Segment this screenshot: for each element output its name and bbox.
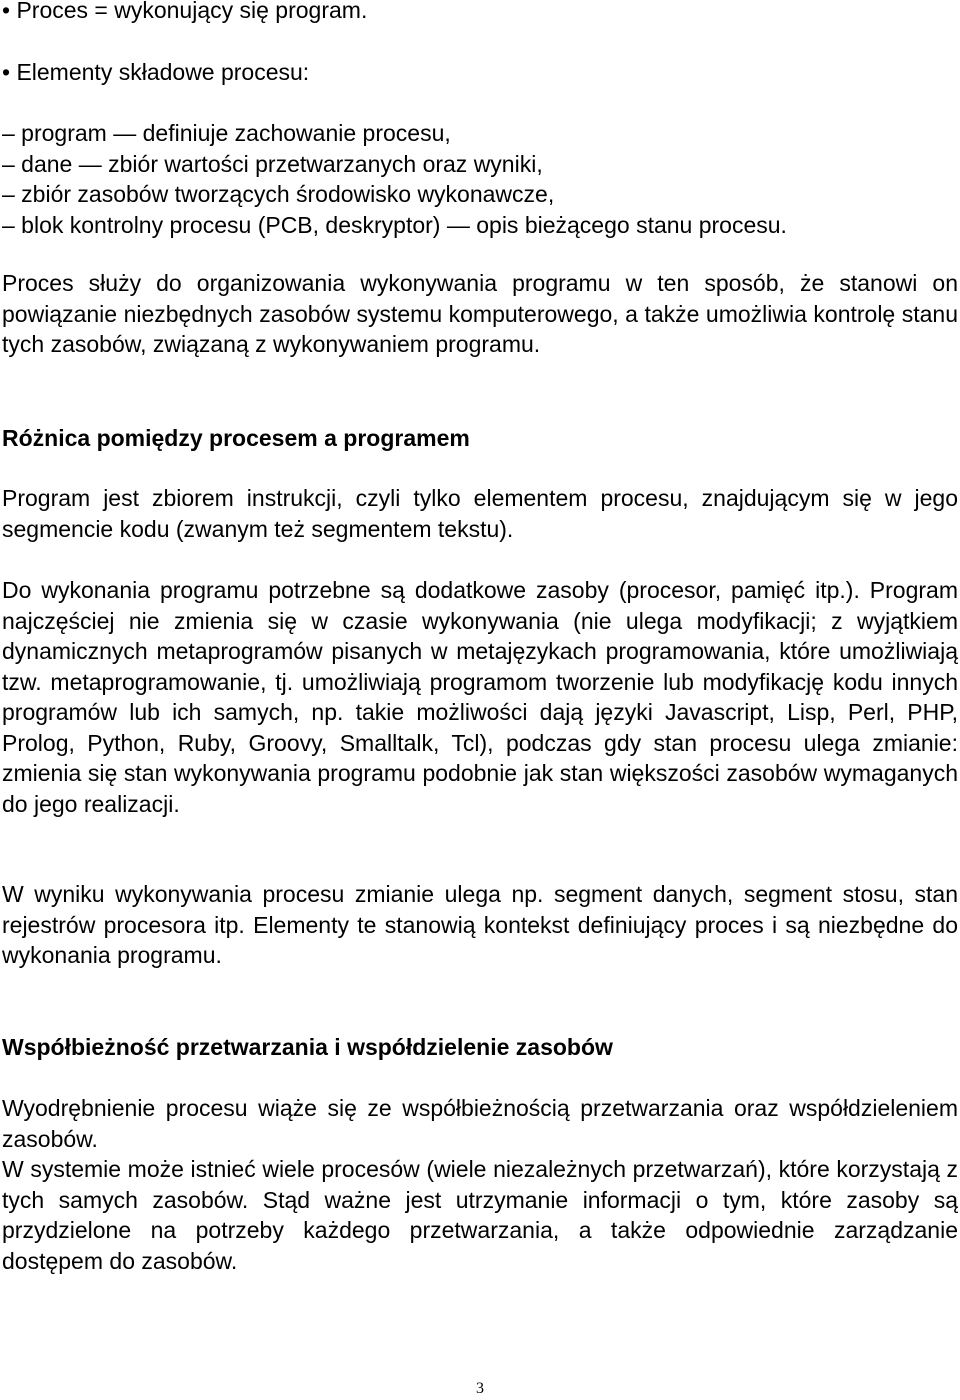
component-item-pcb: – blok kontrolny procesu (PCB, deskryptor) — opis bieżącego stanu procesu. [2,211,787,238]
bullet-process-components: • Elementy składowe procesu: [2,59,310,85]
component-item-data: – dane — zbiór wartości przetwarzanych oraz wyniki, [2,150,543,177]
paragraph-program-definition: Program jest zbiorem instrukcji, czyli tylko elementem procesu, znajdującym się w jego segmencie kodu (zwanym też segmentem tekstu). [2,485,958,542]
component-item-resources: – zbiór zasobów tworzących środowisko wykonawcze, [2,181,555,207]
paragraph-execution-result: W wyniku wykonywania procesu zmianie ulega np. segment danych, segment stosu, stan rejestrów procesora itp. Elementy te stanowią kontekst definiujący proces i są niezbędne do wykonania programu. [2,881,958,968]
bullet-process-definition: • Proces = wykonujący się program. [2,0,368,23]
heading-process-vs-program: Różnica pomiędzy procesem a programem [2,425,470,451]
page-number: 3 [476,1380,484,1397]
paragraph-process-purpose: Proces służy do organizowania wykonywania programu w ten sposób, że stanowi on powiązanie niezbędnych zasobów systemu komputerowego, a także umożliwia kontrolę stanu tych zasobów, związaną z wykonywaniem programu. [2,270,958,357]
paragraph-program-execution: Do wykonania programu potrzebne są dodatkowe zasoby (procesor, pamięć itp.). Program najczęściej nie zmienia się w czasie wykonywania (nie ulega modyfikacji; z wyjątkiem dynamicznych metaprogramów pisanych w metajęzykach programowania, które umożliwiają tzw. metaprogramowanie, tj. umożliwiają programom tworzenie lub modyfikację kodu innych programów lub ich samych, np. takie możliwości dają języki Javascript, Lisp, Perl, PHP, Prolog, Python, Ruby, Groovy, Smalltalk, Tcl), podczas gdy stan procesu ulega zmianie: zmienia się stan wykonywania programu podobnie jak stan większości zasobów wymaganych do jego realizacji. [2,577,958,817]
heading-concurrency-sharing: Współbieżność przetwarzania i współdzielenie zasobów [2,1034,613,1060]
paragraph-process-separation: Wyodrębnienie procesu wiąże się ze współbieżnością przetwarzania oraz współdzieleniem zasobów. [2,1095,958,1152]
paragraph-multiple-processes: W systemie może istnieć wiele procesów (wiele niezależnych przetwarzań), które korzystają z tych samych zasobów. Stąd ważne jest utrzymanie informacji o tym, które zasoby są przydzielone na potrzeby każdego przetwarzania, a także odpowiednie zarządzanie dostępem do zasobów. [2,1156,958,1274]
component-list [2,118,958,240]
component-item-program: – program — definiuje zachowanie procesu, [2,120,451,146]
